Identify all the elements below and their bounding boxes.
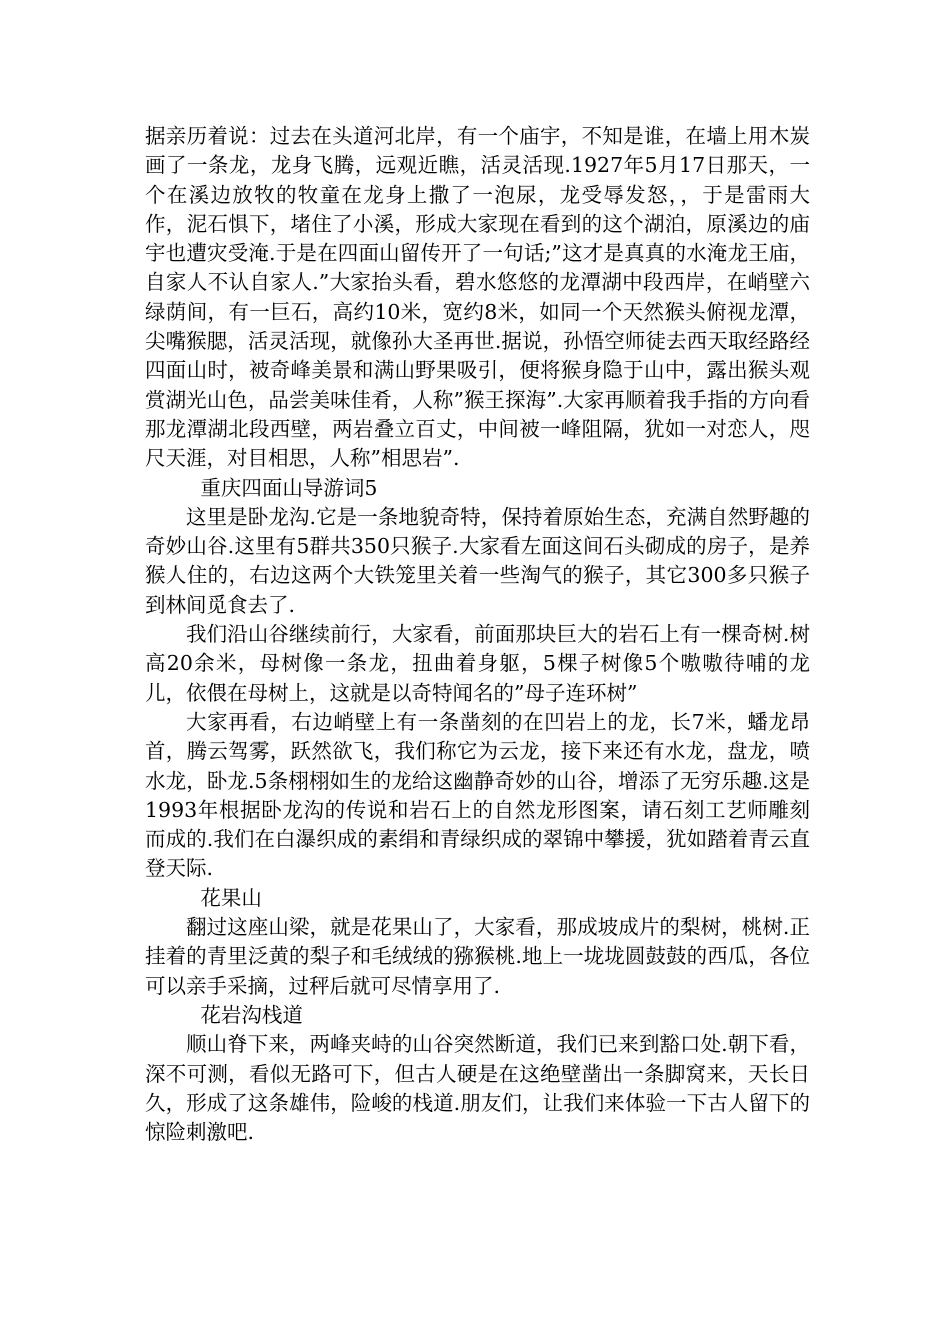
document-body [145,122,810,1147]
paragraph-huaguoshan: 翻过这座山梁，就是花果山了，大家看，那成坡成片的梨树，桃树.正挂着的青里泛黄的梨子和毛绒绒的猕猴桃.地上一垅垅圆鼓鼓的西瓜，各位可以亲手采摘，过秤后就可尽情享用了. [145,915,810,998]
section-heading-plank-road: 花岩沟栈道 [200,1002,303,1027]
paragraph-mother-child-tree: 我们沿山谷继续前行，大家看，前面那块巨大的岩石上有一棵奇树.树高20余米，母树像一条龙，扭曲着身躯，5棵子树像5个嗷嗷待哺的龙儿，依偎在母树上，这就是以奇特闻名的”母子连环树” [145,622,810,705]
section-heading-huaguoshan: 花果山 [200,885,262,910]
paragraph-plank-road: 顺山脊下来，两峰夹峙的山谷突然断道，我们已来到豁口处.朝下看，深不可测，看似无路可下，但古人硬是在这绝壁凿出一条脚窝来，天长日久，形成了这条雄伟，险峻的栈道.朋友们，让我们来体验一下古人留下的惊险刺激吧. [145,1032,810,1145]
paragraph-wolong-valley: 这里是卧龙沟.它是一条地貌奇特，保持着原始生态，充满自然野趣的奇妙山谷.这里有5群共350只猴子.大家看左面这间石头砌成的房子，是养猴人住的，右边这两个大铁笼里关着一些淘气的猴子，其它300多只猴子到林间觅食去了. [145,504,810,617]
section-heading-guide-5: 重庆四面山导游词5 [200,475,378,500]
paragraph-carved-dragons: 大家再看，右边峭壁上有一条凿刻的在凹岩上的龙，长7米，蟠龙昂首，腾云驾雾，跃然欲飞，我们称它为云龙，接下来还有水龙，盘龙，喷水龙，卧龙.5条栩栩如生的龙给这幽静奇妙的山谷，增添了无穷乐趣.这是1993年根据卧龙沟的传说和岩石上的自然龙形图案，请石刻工艺师雕刻而成的.我们在白瀑织成的素绢和青绿织成的翠锦中攀援，犹如踏着青云直登天际. [145,709,810,881]
paragraph-legend-dragon-king: 据亲历着说：过去在头道河北岸，有一个庙宇，不知是谁，在墙上用木炭画了一条龙，龙身飞腾，远观近瞧，活灵活现.1927年5月17日那天，一个在溪边放牧的牧童在龙身上撒了一泡尿，龙受辱发怒，，于是雷雨大作，泥石惧下，堵住了小溪，形成大家现在看到的这个湖泊，原溪边的庙宇也遭灾受淹.于是在四面山留传开了一句话;”这才是真真的水淹龙王庙，自家人不认自家人.”大家抬头看，碧水悠悠的龙潭湖中段西岸，在峭壁六绿荫间，有一巨石，高约10米，宽约8米，如同一个天然猴头俯视龙潭，尖嘴猴腮，活灵活现，就像孙大圣再世.据说，孙悟空师徒去西天取经路经四面山时，被奇峰美景和满山野果吸引，便将猴身隐于山中，露出猴头观赏湖光山色，品尝美味佳肴，人称”猴王探海”.大家再顺着我手指的方向看那龙潭湖北段西壁，两岩叠立百丈，中间被一峰阻隔，犹如一对恋人，咫尺天涯，对目相思，人称”相思岩”. [145,124,810,471]
